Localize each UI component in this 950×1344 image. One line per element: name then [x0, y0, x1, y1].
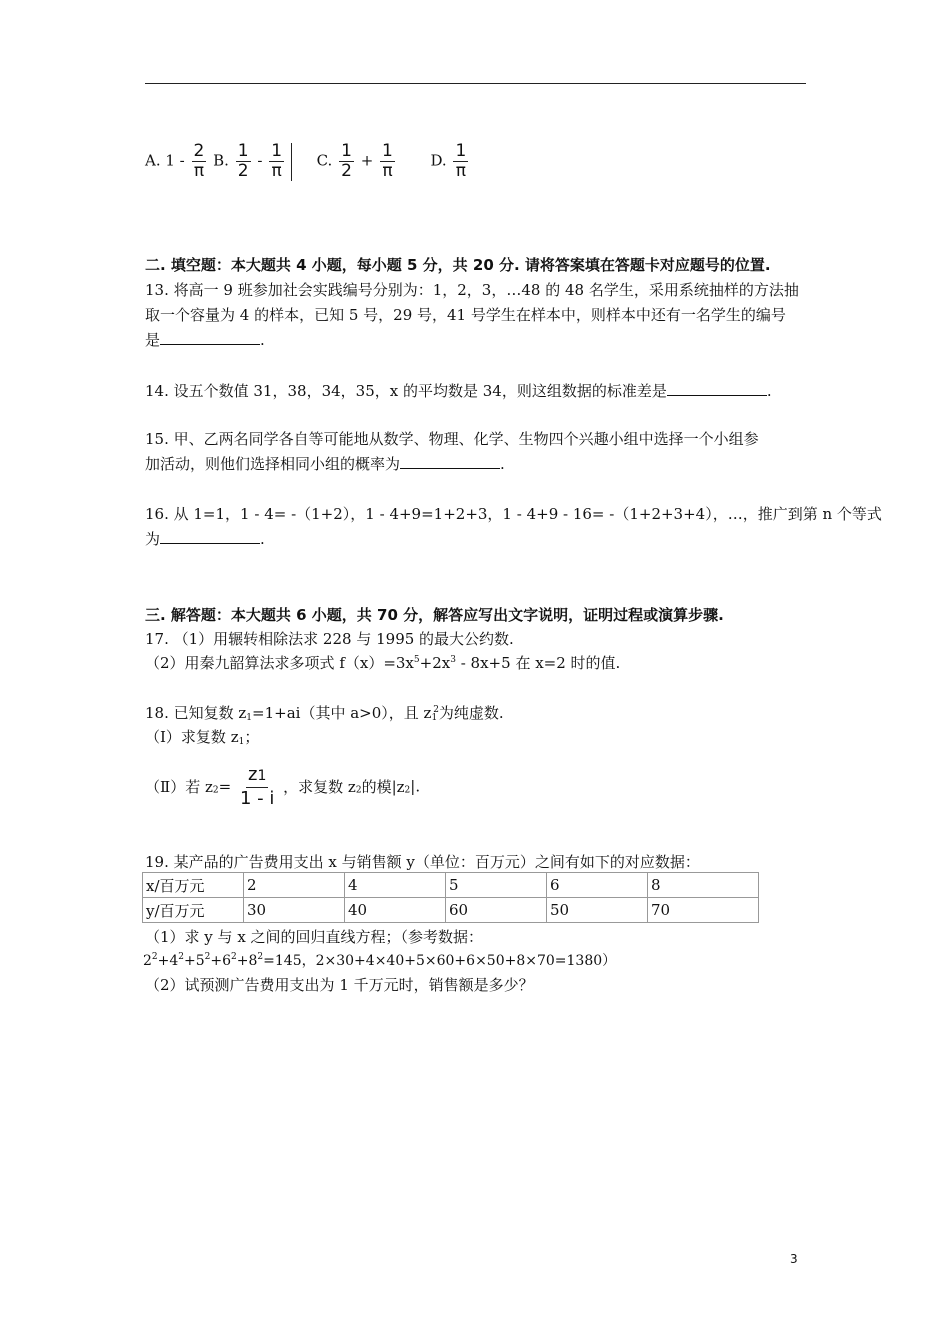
option-d-fraction: $\frac{1}{\pi}$ — [455, 141, 467, 181]
q16-answer-blank — [160, 529, 260, 544]
q14-answer-blank — [667, 381, 767, 396]
options-line: A. 1 - $\frac{2}{\pi}$ B. $\frac{1}{2}$ - $\frac{1}{\pi}$ C. $\frac{1}{2}$ + $\frac{1}{\pi}$ D. $\frac{1}{\pi}$ — [145, 141, 467, 181]
option-c-fraction-2: $\frac{1}{\pi}$ — [382, 141, 393, 181]
table-cell: 2 — [244, 873, 345, 898]
option-b-fraction-1: $\frac{1}{2}$ — [237, 141, 249, 181]
q16-line2: 为 . — [145, 530, 265, 548]
header-rule — [145, 83, 806, 84]
table-cell: 30 — [244, 898, 345, 923]
q19-intro: 19. 某产品的广告费用支出 x 与销售额 y（单位：百万元）之间有如下的对应数据： — [145, 853, 700, 871]
section2-heading: 二. 填空题：本大题共 4 小题，每小题 5 分，共 20 分. 请将答案填在答题卡对应题号的位置. — [145, 256, 771, 274]
table-cell: 8 — [648, 873, 759, 898]
table-cell: 70 — [648, 898, 759, 923]
q18-line1: 18. 已知复数 $z_1=1+ai$（其中 a>0），且 $z_1^2$为纯虚数. — [145, 704, 504, 723]
q15-answer-blank — [400, 454, 500, 469]
page-number: 3 — [790, 1252, 798, 1266]
q17-part1: 17. （1）用辗转相除法求 228 与 1995 的最大公约数. — [145, 630, 514, 648]
q17-part2: （2）用秦九韶算法求多项式 $f(x)=3x^5+2x^3 - 8x+5$ 在 x=2 时的值. — [145, 654, 621, 672]
q13-answer-blank — [160, 330, 260, 345]
section3-heading: 三. 解答题：本大题共 6 小题，共 70 分，解答应写出文字说明，证明过程或演算步骤. — [145, 606, 724, 624]
q15-line1: 15. 甲、乙两名同学各自等可能地从数学、物理、化学、生物四个兴趣小组中选择一个小组参 — [145, 430, 759, 448]
q18-part2: （Ⅱ）若 $z_2=$ $\frac{z1}{1 - i}$ ，求复数 $z_2$的模$|z_2|$. — [145, 764, 421, 809]
table-cell: 60 — [446, 898, 547, 923]
option-b-label: B. — [213, 151, 229, 170]
q13-line2: 取一个容量为 4 的样本，已知 5 号，29 号，41 号学生在样本中，则样本中还有一名学生的编号 — [145, 306, 786, 324]
q18-fraction: $\frac{z1}{1 - i}$ — [239, 764, 275, 809]
table-cell: 5 — [446, 873, 547, 898]
q18-part1: （Ⅰ）求复数 $z_1$； — [145, 728, 260, 747]
table-cell: 6 — [547, 873, 648, 898]
q14: 14. 设五个数值 31，38，34，35，x 的平均数是 34，则这组数据的标准差是 . — [145, 382, 772, 400]
table-row — [143, 898, 759, 923]
option-d-label: D. — [430, 151, 447, 170]
q19-data-table — [142, 872, 759, 923]
table-cell: 50 — [547, 898, 648, 923]
q13-line3: 是 . — [145, 331, 265, 349]
table-cell: 40 — [345, 898, 446, 923]
option-a-label: A. 1 - — [145, 151, 185, 170]
table-cell: y/百万元 — [143, 898, 244, 923]
table-cell: 4 — [345, 873, 446, 898]
q15-line2: 加活动，则他们选择相同小组的概率为 . — [145, 455, 505, 473]
table-row — [143, 873, 759, 898]
q13-line1: 13. 将高一 9 班参加社会实践编号分别为：1，2，3，…48 的 48 名学生，采用系统抽样的方法抽 — [145, 281, 799, 299]
option-c-label: C. — [316, 151, 333, 170]
option-b-fraction-2: $\frac{1}{\pi}$ — [271, 141, 283, 181]
table-cell: x/百万元 — [143, 873, 244, 898]
q19-part1: （1）求 y 与 x 之间的回归直线方程；（参考数据： — [145, 928, 484, 946]
q19-reference-data: $2^2+4^2+5^2+6^2+8^2=145$，2×30+4×40+5×60+6×50+8×70=1380） — [143, 952, 617, 969]
q19-part2: （2）试预测广告费用支出为 1 千万元时，销售额是多少？ — [145, 976, 534, 994]
option-a-fraction: $\frac{2}{\pi}$ — [193, 141, 205, 181]
q16-line1: 16. 从 1=1，1 - 4= -（1+2），1 - 4+9=1+2+3，1 - 4+9 - 16= -（1+2+3+4），…，推广到第 n 个等式 — [145, 505, 882, 523]
option-c-fraction-1: $\frac{1}{2}$ — [341, 141, 352, 181]
